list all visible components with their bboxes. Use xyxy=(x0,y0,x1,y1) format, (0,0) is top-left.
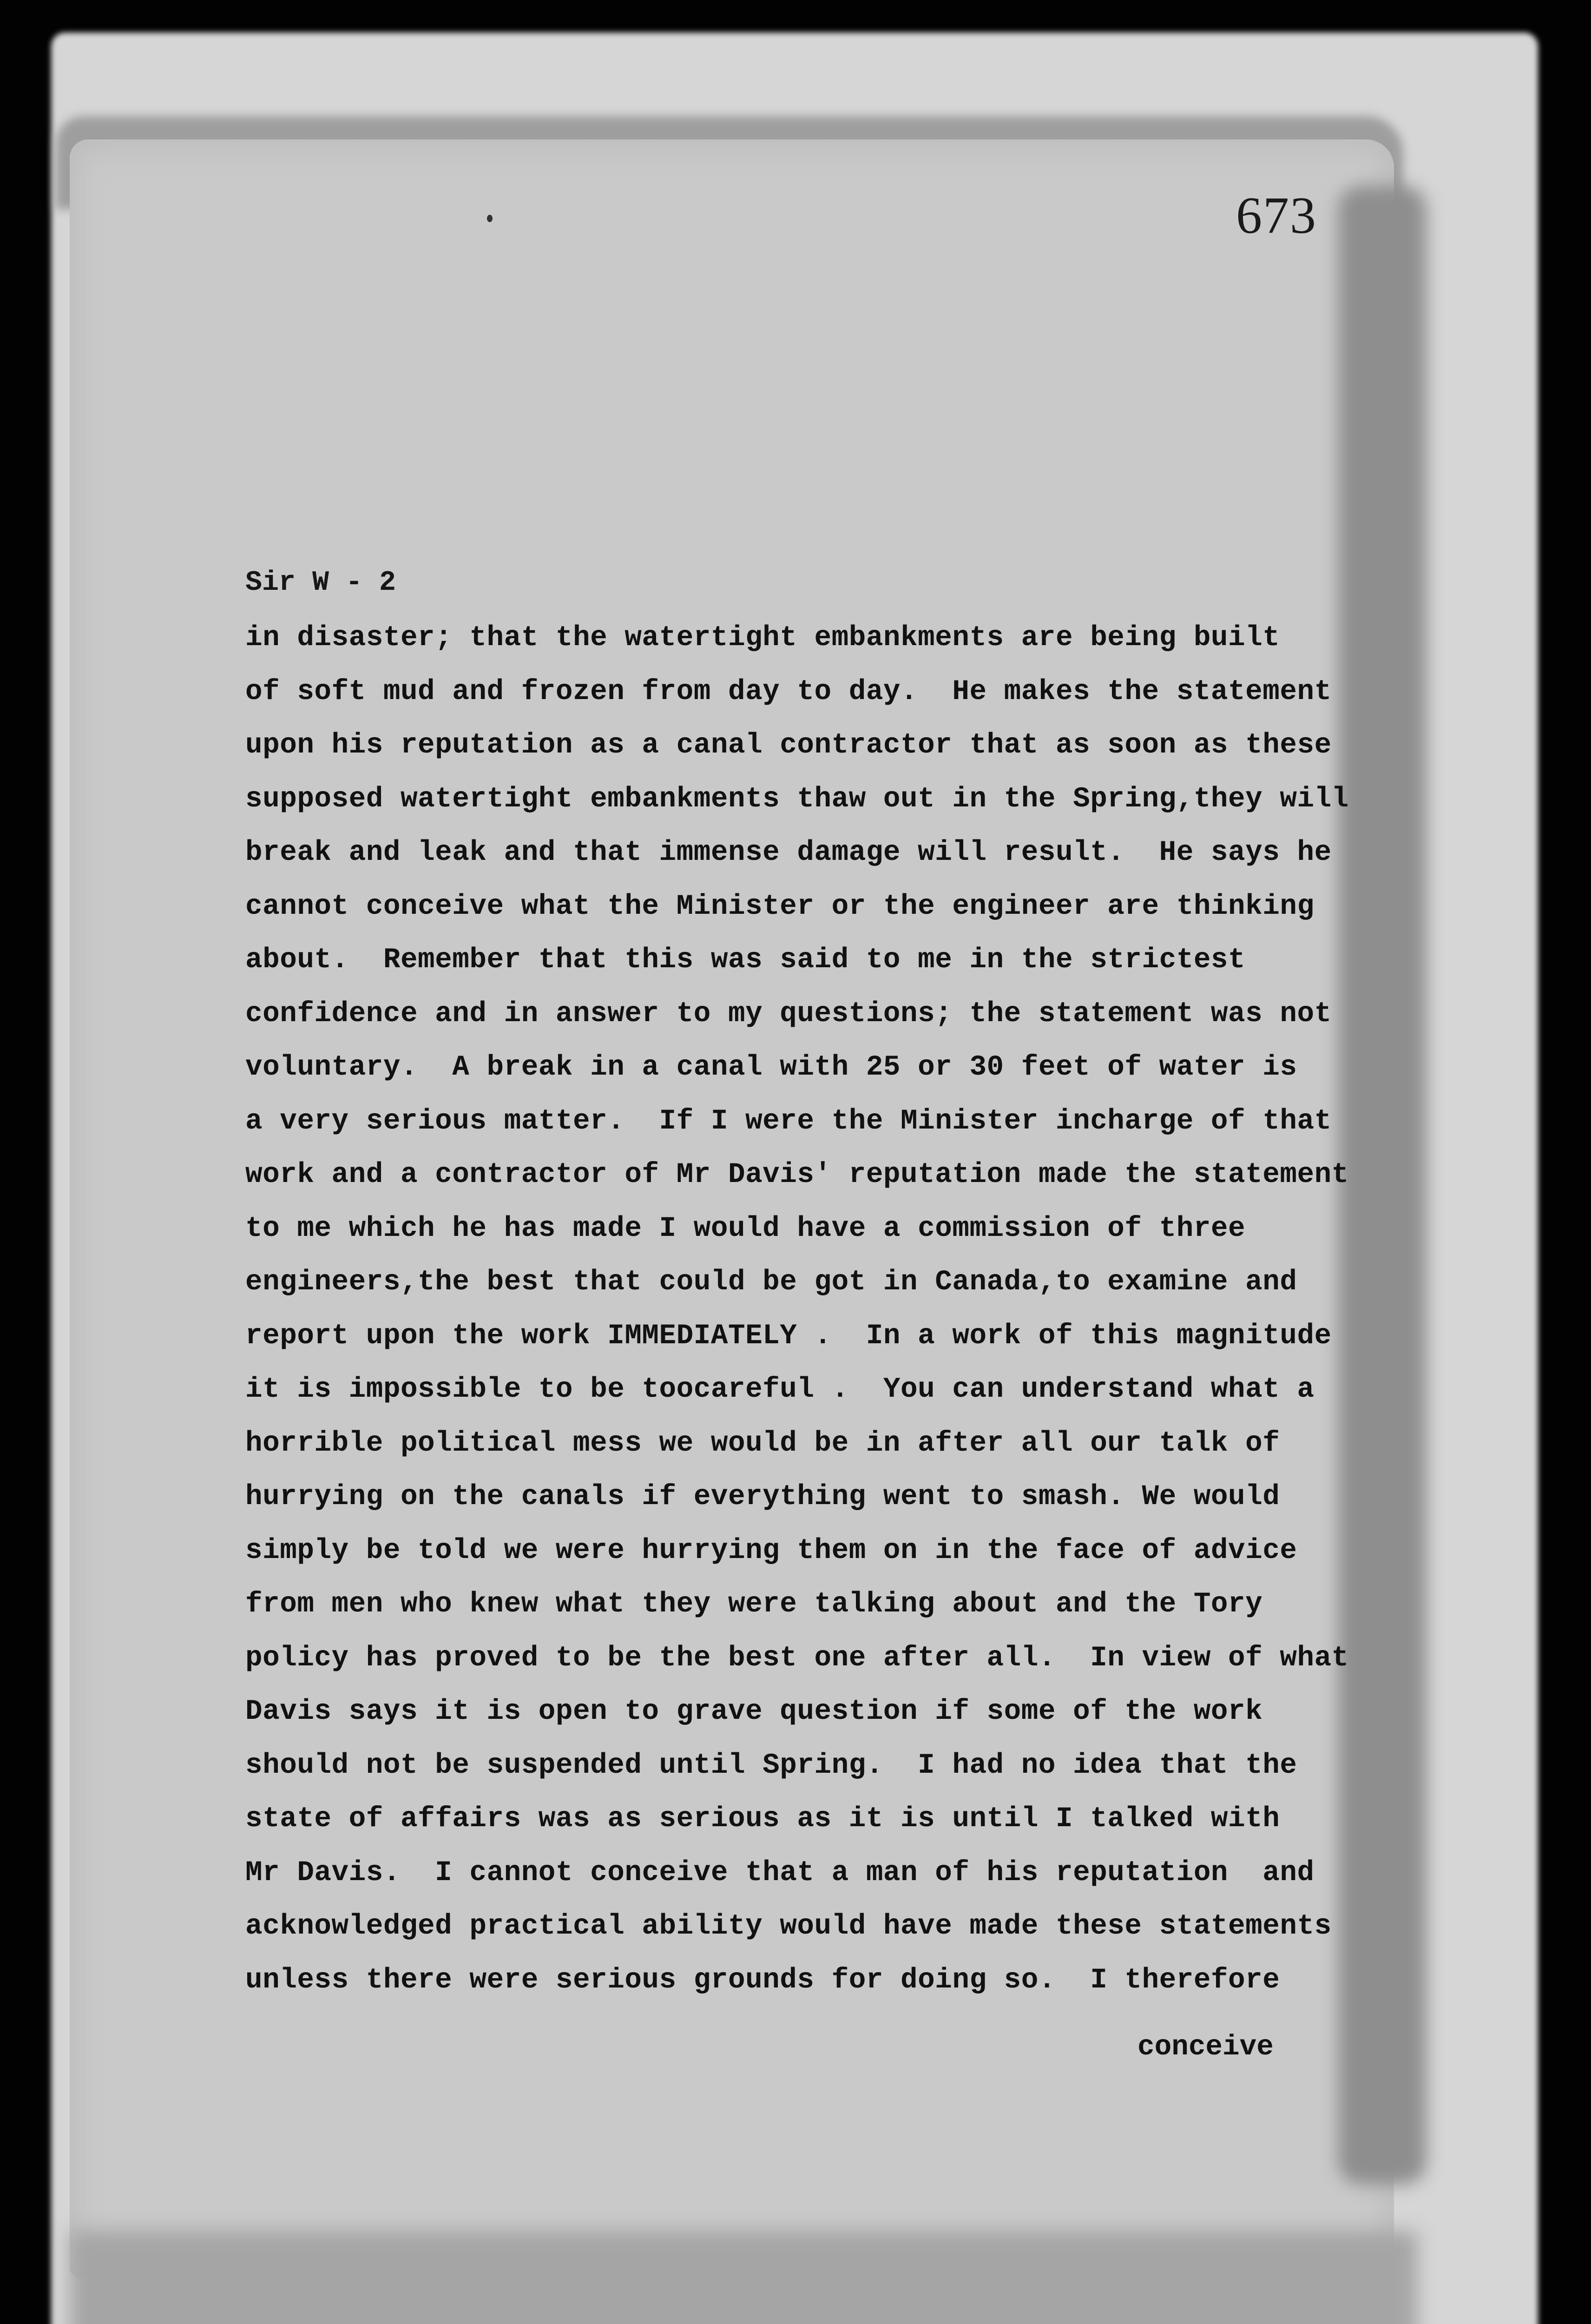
body-line: a very serious matter. If I were the Minister incharge of that xyxy=(245,1105,1332,1137)
body-line: policy has proved to be the best one after all. In view of what xyxy=(245,1642,1349,1674)
letter-body xyxy=(245,611,1361,2007)
body-line: break and leak and that immense damage will result. He says he xyxy=(245,837,1332,869)
body-line: of soft mud and frozen from day to day. He makes the statement xyxy=(245,675,1332,708)
ink-dot xyxy=(487,215,493,222)
body-line: unless there were serious grounds for doing so. I therefore xyxy=(245,1964,1280,1996)
body-line: state of affairs was as serious as it is until I talked with xyxy=(245,1803,1280,1835)
body-line: engineers,the best that could be got in Canada,to examine and xyxy=(245,1266,1297,1298)
body-line: supposed watertight embankments thaw out in the Spring,they will xyxy=(245,783,1349,815)
body-line: from men who knew what they were talking about and the Tory xyxy=(245,1588,1263,1620)
body-line: in disaster; that the watertight embankments are being built xyxy=(245,622,1280,654)
body-line: acknowledged practical ability would have made these statements xyxy=(245,1910,1332,1942)
body-line: to me which he has made I would have a commission of three xyxy=(245,1212,1246,1245)
body-line: confidence and in answer to my questions; the statement was not xyxy=(245,997,1332,1030)
continuation-word: conceive xyxy=(1137,2031,1274,2063)
body-line: simply be told we were hurrying them on in the face of advice xyxy=(245,1534,1297,1567)
body-line: Mr Davis. I cannot conceive that a man of his reputation and xyxy=(245,1856,1315,1889)
page-bottom-shadow xyxy=(70,2231,1417,2324)
body-line: upon his reputation as a canal contractor that as soon as these xyxy=(245,729,1332,761)
body-line: hurrying on the canals if everything went to smash. We would xyxy=(245,1481,1280,1513)
body-line: Davis says it is open to grave question if some of the work xyxy=(245,1696,1263,1728)
body-line: voluntary. A break in a canal with 25 or 30 feet of water is xyxy=(245,1051,1297,1083)
body-line: work and a contractor of Mr Davis' reputation made the statement xyxy=(245,1159,1349,1191)
body-line: about. Remember that this was said to me in the strictest xyxy=(245,944,1246,976)
page-number: 673 xyxy=(1236,187,1317,244)
letter-heading: Sir W - 2 xyxy=(245,567,396,599)
body-line: it is impossible to be toocareful . You can understand what a xyxy=(245,1373,1315,1406)
body-line: horrible political mess we would be in after all our talk of xyxy=(245,1427,1280,1459)
body-line: report upon the work IMMEDIATELY . In a work of this magnitude xyxy=(245,1320,1332,1352)
body-line: should not be suspended until Spring. I had no idea that the xyxy=(245,1749,1297,1782)
body-line: cannot conceive what the Minister or the engineer are thinking xyxy=(245,890,1315,923)
